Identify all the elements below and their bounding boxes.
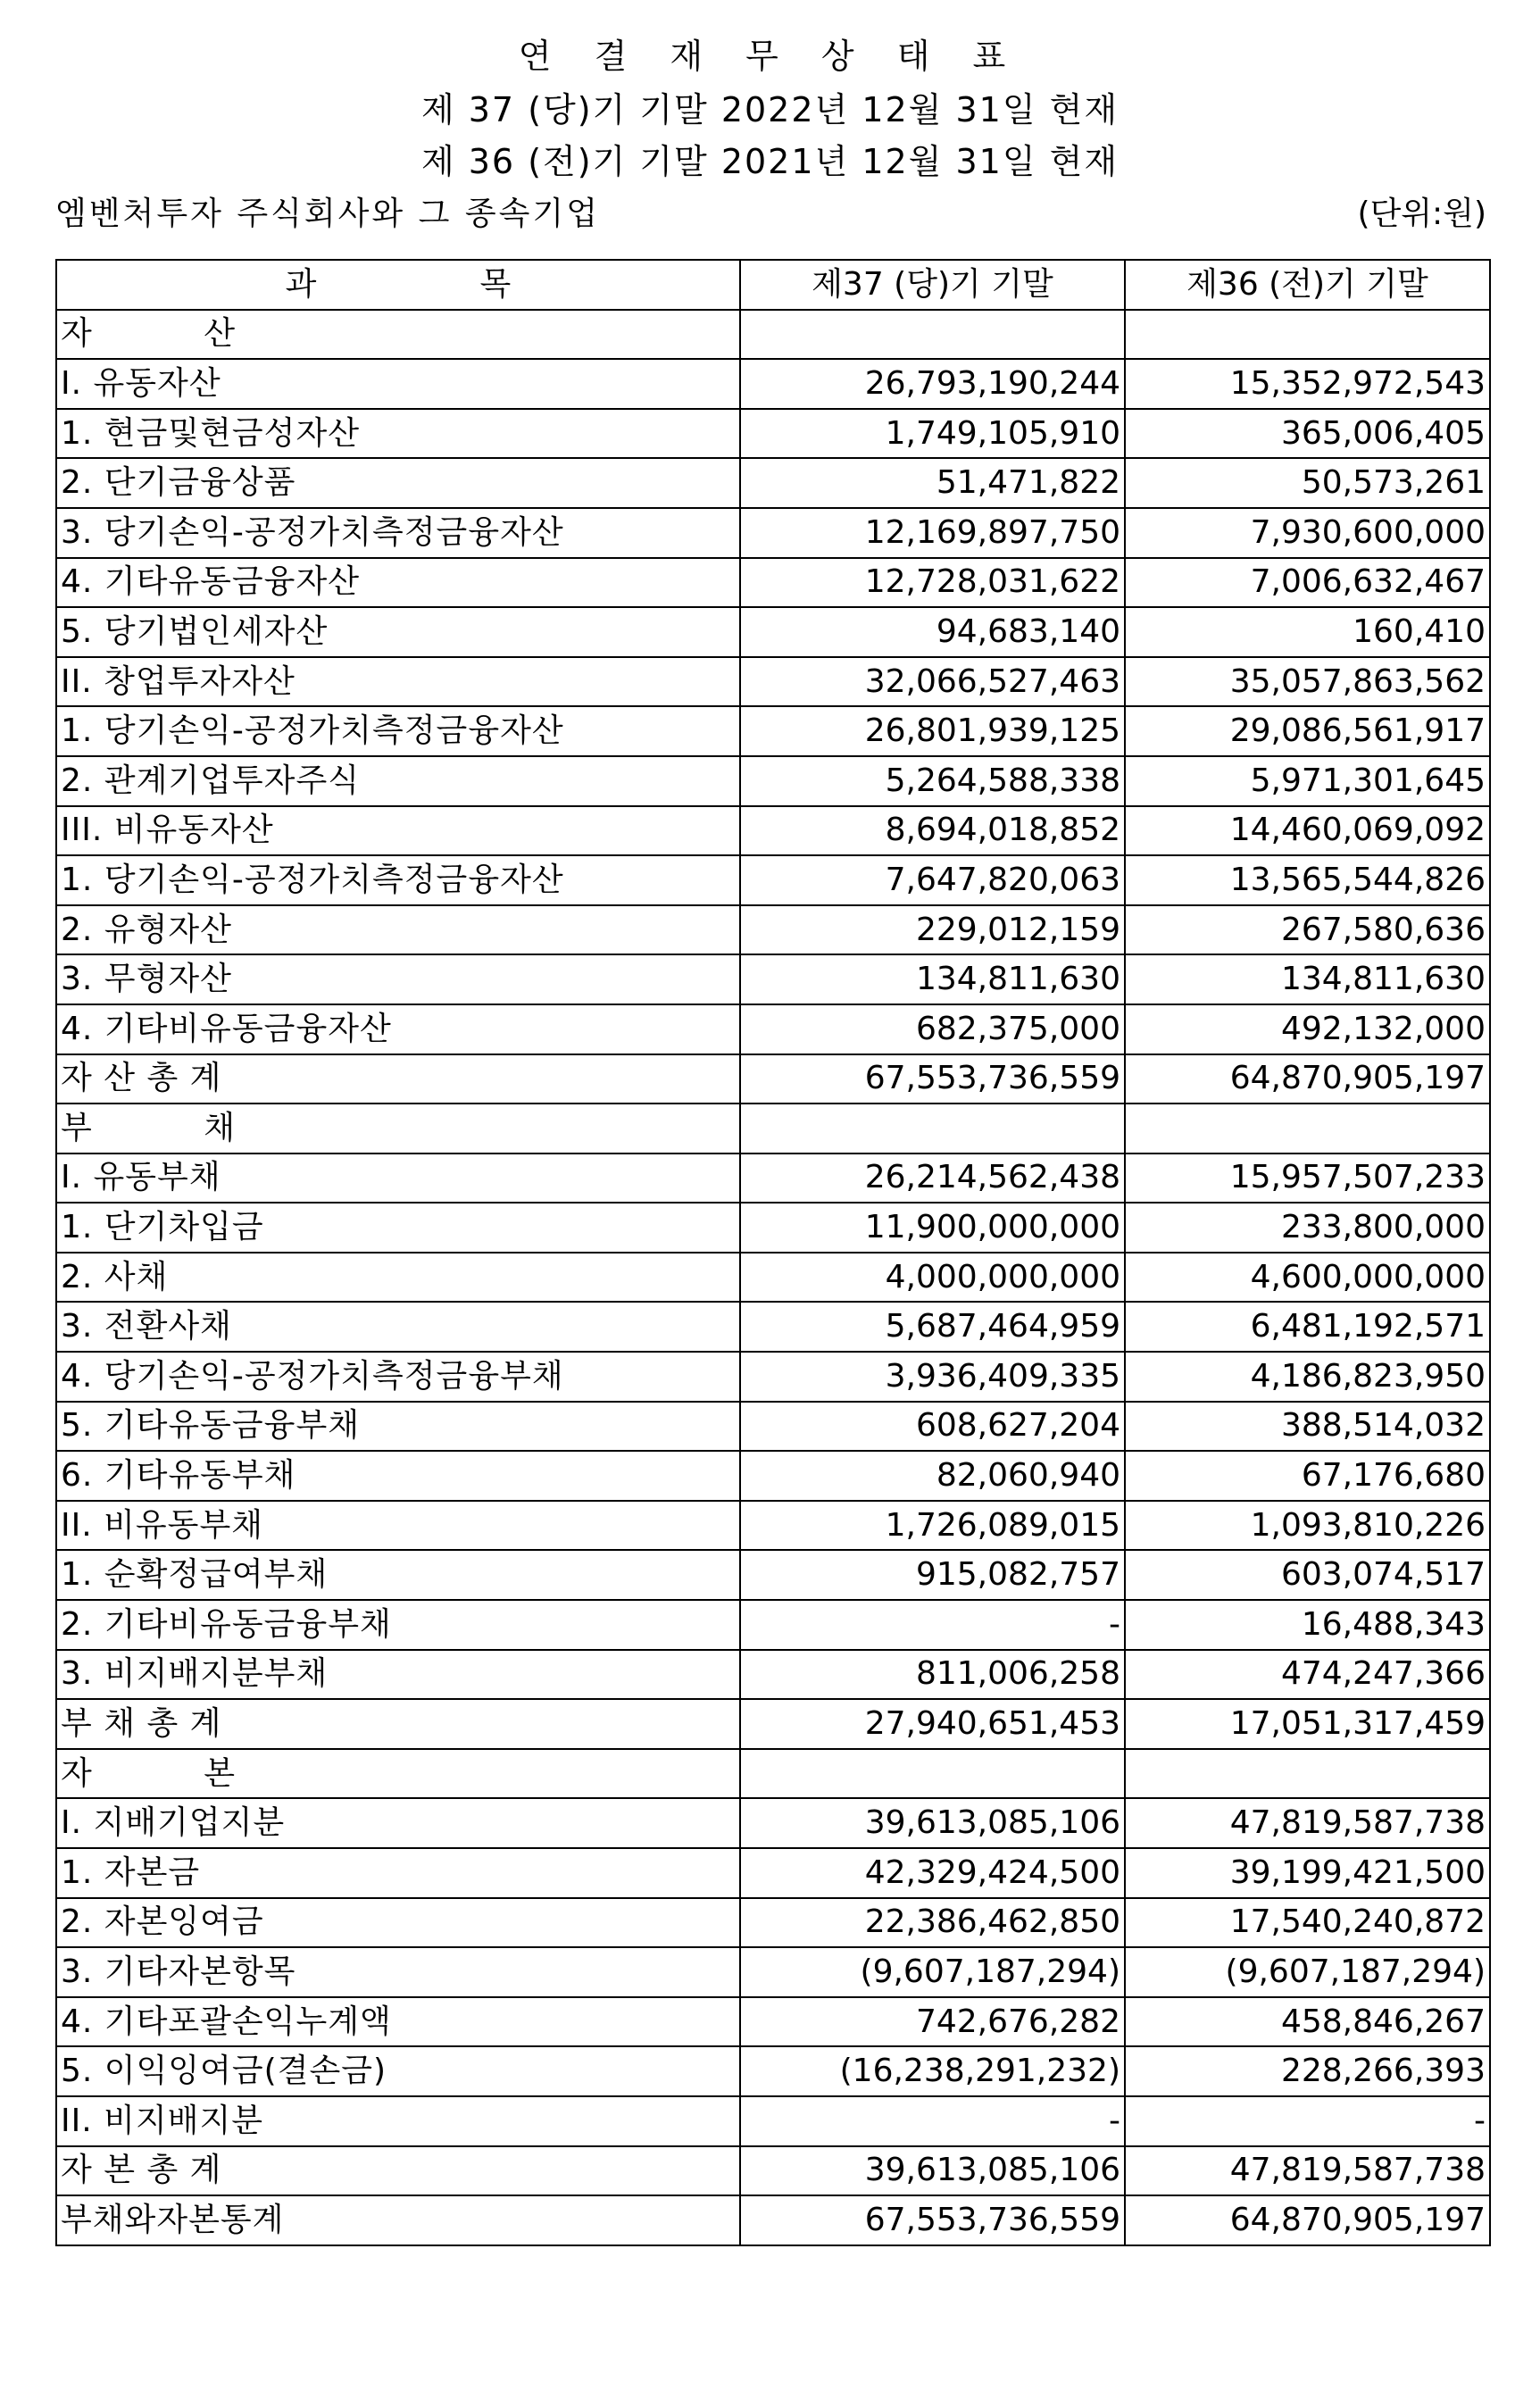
current-period-value: 682,375,000 [740,1004,1125,1054]
account-label: 4. 기타포괄손익누계액 [56,1997,740,2047]
table-row [56,756,1490,806]
prior-period-value [1125,310,1490,360]
current-period-value: 5,264,588,338 [740,756,1125,806]
current-period-value: 3,936,409,335 [740,1352,1125,1402]
table-row [56,657,1490,707]
table-row [56,1054,1490,1104]
prior-period-value: 47,819,587,738 [1125,1798,1490,1848]
current-period-value: 1,749,105,910 [740,409,1125,459]
period-current: 제 37 (당)기 기말 2022년 12월 31일 현재 [420,90,1120,129]
prior-period-value: 388,514,032 [1125,1402,1490,1452]
prior-period-value: 4,600,000,000 [1125,1253,1490,1303]
current-period-value: 5,687,464,959 [740,1302,1125,1352]
prior-period-value: 64,870,905,197 [1125,1054,1490,1104]
current-period-value: 32,066,527,463 [740,657,1125,707]
current-period-value: 26,214,562,438 [740,1154,1125,1204]
company-name: 엠벤처투자 주식회사와 그 종속기업 [55,196,600,232]
current-period-value: 8,694,018,852 [740,806,1125,856]
current-period-value: 11,900,000,000 [740,1203,1125,1253]
account-label: 3. 비지배지분부채 [56,1650,740,1700]
statement-title: 연 결 재 무 상 태 표 [518,37,1022,76]
table-row [56,806,1490,856]
table-row [56,607,1490,657]
account-label: 3. 무형자산 [56,954,740,1004]
account-label: 자 본 총 계 [56,2146,740,2196]
unit-label: (단위:원) [1357,196,1486,232]
prior-period-value [1125,1749,1490,1799]
current-period-value: 229,012,159 [740,905,1125,955]
table-row [56,310,1490,360]
table-row [56,1253,1490,1303]
current-period-value [740,310,1125,360]
prior-period-value: 50,573,261 [1125,458,1490,508]
table-row [56,954,1490,1004]
financial-position-table [55,259,1491,2246]
account-label: 2. 기타비유동금융부채 [56,1600,740,1650]
table-row [56,1997,1490,2047]
table-row [56,1154,1490,1204]
account-label: 1. 당기손익-공정가치측정금융자산 [56,855,740,905]
column-header-account: 과 목 [56,260,740,310]
table-row [56,1501,1490,1551]
prior-period-value: 6,481,192,571 [1125,1302,1490,1352]
account-label: III. 비유동자산 [56,806,740,856]
account-label: I. 유동부채 [56,1154,740,1204]
table-row [56,2146,1490,2196]
account-label: 1. 순확정급여부채 [56,1550,740,1600]
current-period-value: - [740,1600,1125,1650]
account-label: II. 비지배지분 [56,2096,740,2146]
table-row [56,1650,1490,1700]
current-period-value: 915,082,757 [740,1550,1125,1600]
table-row [56,359,1490,409]
account-label: 2. 사채 [56,1253,740,1303]
table-body [56,310,1490,2245]
account-label: II. 비유동부채 [56,1501,740,1551]
current-period-value: 12,169,897,750 [740,508,1125,558]
current-period-value: 4,000,000,000 [740,1253,1125,1303]
account-label: 4. 기타유동금융자산 [56,558,740,608]
prior-period-value: 134,811,630 [1125,954,1490,1004]
prior-period-value: 160,410 [1125,607,1490,657]
prior-period-value: (9,607,187,294) [1125,1947,1490,1997]
prior-period-value: 47,819,587,738 [1125,2146,1490,2196]
prior-period-value: 233,800,000 [1125,1203,1490,1253]
prior-period-value: 228,266,393 [1125,2046,1490,2096]
prior-period-value: 7,006,632,467 [1125,558,1490,608]
current-period-value: 742,676,282 [740,1997,1125,2047]
table-row [56,1798,1490,1848]
prior-period-value: 14,460,069,092 [1125,806,1490,856]
account-label: I. 유동자산 [56,359,740,409]
table-row [56,2046,1490,2096]
account-label: 2. 단기금융상품 [56,458,740,508]
current-period-value: 811,006,258 [740,1650,1125,1700]
account-label: 1. 당기손익-공정가치측정금융자산 [56,706,740,756]
table-row [56,1699,1490,1749]
account-label: 4. 당기손익-공정가치측정금융부채 [56,1352,740,1402]
current-period-value: 39,613,085,106 [740,1798,1125,1848]
account-label: 2. 자본잉여금 [56,1898,740,1948]
current-period-value: 67,553,736,559 [740,1054,1125,1104]
account-label: 1. 단기차입금 [56,1203,740,1253]
table-row [56,1600,1490,1650]
prior-period-value [1125,1104,1490,1154]
prior-period-value: 458,846,267 [1125,1997,1490,2047]
account-label: 자 산 총 계 [56,1054,740,1104]
table-row [56,855,1490,905]
table-row [56,458,1490,508]
current-period-value: 1,726,089,015 [740,1501,1125,1551]
table-row [56,1302,1490,1352]
prior-period-value: 267,580,636 [1125,905,1490,955]
prior-period-value: - [1125,2096,1490,2146]
account-label: II. 창업투자자산 [56,657,740,707]
prior-period-value: 35,057,863,562 [1125,657,1490,707]
table-row [56,1352,1490,1402]
current-period-value [740,1749,1125,1799]
current-period-value: 22,386,462,850 [740,1898,1125,1948]
current-period-value: 39,613,085,106 [740,2146,1125,2196]
prior-period-value: 5,971,301,645 [1125,756,1490,806]
column-header-current: 제37 (당)기 기말 [740,260,1125,310]
table-row [56,1947,1490,1997]
current-period-value: 42,329,424,500 [740,1848,1125,1898]
current-period-value: 27,940,651,453 [740,1699,1125,1749]
current-period-value: 67,553,736,559 [740,2195,1125,2245]
account-label: I. 지배기업지분 [56,1798,740,1848]
prior-period-value: 4,186,823,950 [1125,1352,1490,1402]
prior-period-value: 474,247,366 [1125,1650,1490,1700]
account-label: 부채와자본통계 [56,2195,740,2245]
prior-period-value: 17,540,240,872 [1125,1898,1490,1948]
prior-period-value: 15,352,972,543 [1125,359,1490,409]
prior-period-value: 13,565,544,826 [1125,855,1490,905]
table-row [56,2195,1490,2245]
prior-period-value: 492,132,000 [1125,1004,1490,1054]
account-label: 5. 기타유동금융부채 [56,1402,740,1452]
account-label: 자 본 [56,1749,740,1799]
prior-period-value: 7,930,600,000 [1125,508,1490,558]
current-period-value: 7,647,820,063 [740,855,1125,905]
table-row [56,2096,1490,2146]
prior-period-value: 15,957,507,233 [1125,1154,1490,1204]
prior-period-value: 603,074,517 [1125,1550,1490,1600]
prior-period-value: 64,870,905,197 [1125,2195,1490,2245]
table-row [56,1898,1490,1948]
account-label: 자 산 [56,310,740,360]
account-label: 3. 당기손익-공정가치측정금융자산 [56,508,740,558]
table-row [56,905,1490,955]
account-label: 2. 유형자산 [56,905,740,955]
account-label: 1. 자본금 [56,1848,740,1898]
table-header-row [56,260,1490,310]
current-period-value [740,1104,1125,1154]
table-row [56,1203,1490,1253]
account-label: 3. 기타자본항목 [56,1947,740,1997]
table-row [56,1749,1490,1799]
table-row [56,1104,1490,1154]
current-period-value: 51,471,822 [740,458,1125,508]
table-row [56,508,1490,558]
table-row [56,1848,1490,1898]
current-period-value: 608,627,204 [740,1402,1125,1452]
table-row [56,1451,1490,1501]
prior-period-value: 365,006,405 [1125,409,1490,459]
table-row [56,1402,1490,1452]
prior-period-value: 67,176,680 [1125,1451,1490,1501]
period-prior: 제 36 (전)기 기말 2021년 12월 31일 현재 [420,142,1120,181]
current-period-value: (9,607,187,294) [740,1947,1125,1997]
current-period-value: 82,060,940 [740,1451,1125,1501]
table-row [56,1550,1490,1600]
prior-period-value: 17,051,317,459 [1125,1699,1490,1749]
account-label: 부 채 [56,1104,740,1154]
prior-period-value: 29,086,561,917 [1125,706,1490,756]
prior-period-value: 39,199,421,500 [1125,1848,1490,1898]
current-period-value: 26,801,939,125 [740,706,1125,756]
account-label: 6. 기타유동부채 [56,1451,740,1501]
current-period-value: 12,728,031,622 [740,558,1125,608]
prior-period-value: 1,093,810,226 [1125,1501,1490,1551]
current-period-value: 134,811,630 [740,954,1125,1004]
account-label: 부 채 총 계 [56,1699,740,1749]
account-label: 3. 전환사채 [56,1302,740,1352]
table-row [56,1004,1490,1054]
account-label: 2. 관계기업투자주식 [56,756,740,806]
table-row [56,558,1490,608]
current-period-value: - [740,2096,1125,2146]
table-row [56,706,1490,756]
current-period-value: (16,238,291,232) [740,2046,1125,2096]
column-header-prior: 제36 (전)기 기말 [1125,260,1490,310]
account-label: 1. 현금및현금성자산 [56,409,740,459]
table-row [56,409,1490,459]
current-period-value: 26,793,190,244 [740,359,1125,409]
current-period-value: 94,683,140 [740,607,1125,657]
account-label: 4. 기타비유동금융자산 [56,1004,740,1054]
account-label: 5. 당기법인세자산 [56,607,740,657]
account-label: 5. 이익잉여금(결손금) [56,2046,740,2096]
prior-period-value: 16,488,343 [1125,1600,1490,1650]
